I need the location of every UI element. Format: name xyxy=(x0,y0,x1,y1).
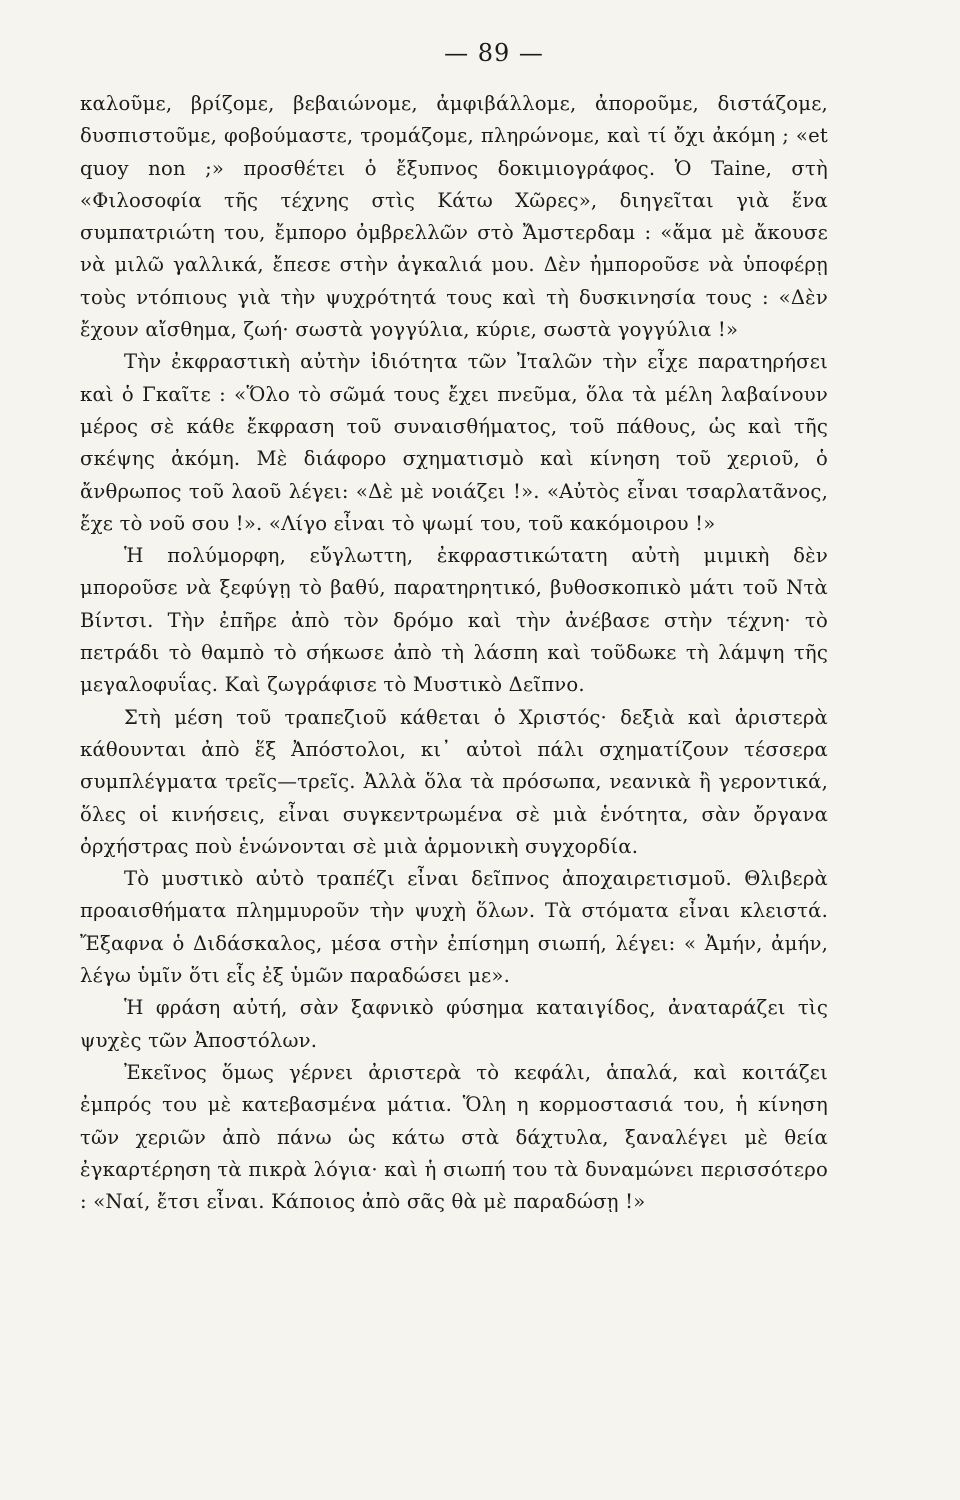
paragraph-5: Τὸ μυστικὸ αὐτὸ τραπέζι εἶναι δεῖπνος ἀποχαιρετισμοῦ. Θλιβερὰ προαισθήματα πλημμυροῦν τὴν ψυχὴ ὅλων. Τὰ στόματα εἶναι κλειστά. Ἔξαφνα ὁ Διδάσκαλος, μέσα στὴν ἐπίσημη σιωπή, λέγει: « Ἀμήν, ἀμήν, λέγω ὑμῖν ὅτι εἷς ἐξ ὑμῶν παραδώσει με». xyxy=(80,867,828,988)
page-number: — 89 — xyxy=(444,39,544,67)
paragraph-2: Τὴν ἐκφραστικὴ αὐτὴν ἰδιότητα τῶν Ἰταλῶν τὴν εἶχε παρατηρήσει καὶ ὁ Γκαῖτε : «Ὅλο τὸ σῶμά τους ἔχει πνεῦμα, ὅλα τὰ μέλη λαβαίνουν μέρος σὲ κάθε ἔκφραση τοῦ συναισθήματος, τοῦ πάθους, ὡς καὶ τῆς σκέψης ἀκόμη. Μὲ διάφορο σχηματισμὸ καὶ κίνηση τοῦ χεριοῦ, ὁ ἄνθρωπος τοῦ λαοῦ λέγει: «Δὲ μὲ νοιάζει !». «Αὐτὸς εἶναι τσαρλατᾶνος, ἔχε τὸ νοῦ σου !». «Λίγο εἶναι τὸ ψωμί του, τοῦ κακόμοιρου !» xyxy=(80,350,828,535)
paragraph-7: Ἐκεῖνος ὅμως γέρνει ἀριστερὰ τὸ κεφάλι, ἁπαλά, καὶ κοιτάζει ἐμπρός του μὲ κατεβασμένα μάτια. Ὅλη η κορμοστασιά του, ἡ κίνηση τῶν χεριῶν ἀπὸ πάνω ὡς κάτω στὰ δάχτυλα, ξαναλέγει μὲ θεία ἐγκαρτέρηση τὰ πικρὰ λόγια· καὶ ἡ σιωπή του τὰ δυναμώνει περισσότερο : «Ναί, ἔτσι εἶναι. Κάποιος ἀπὸ σᾶς θὰ μὲ παραδώσῃ !» xyxy=(80,1060,828,1214)
paragraph-3: Ἡ πολύμορφη, εὔγλωττη, ἐκφραστικώτατη αὐτὴ μιμικὴ δὲν μποροῦσε νὰ ξεφύγῃ τὸ βαθύ, παρατηρητικό, βυθοσκοπικὸ μάτι τοῦ Ντὰ Βίντσι. Τὴν ἐπῆρε ἀπὸ τὸν δρόμο καὶ τὴν ἀνέβασε στὴν τέχνη· τὸ πετράδι τὸ θαμπὸ τὸ σήκωσε ἀπὸ τὴ λάσπη καὶ τοῦδωκε τὴ λάμψη τῆς μεγαλοφυΐας. Καὶ ζωγράφισε τὸ Μυστικὸ Δεῖπνο. xyxy=(80,544,828,697)
paragraph-4: Στὴ μέση τοῦ τραπεζιοῦ κάθεται ὁ Χριστός· δεξιὰ καὶ ἀριστερὰ κάθουνται ἀπὸ ἕξ Ἀπόστολοι, κι᾽ αὐτοὶ πάλι σχηματίζουν τέσσερα συμπλέγματα τρεῖς—τρεῖς. Ἀλλὰ ὅλα τὰ πρόσωπα, νεανικὰ ἢ γεροντικά, ὅλες οἱ κινήσεις, εἶναι συγκεντρωμένα σὲ μιὰ ἑνότητα, σὰν ὄργανα ὀρχήστρας ποὺ ἑνώνονται σὲ μιὰ ἁρμονικὴ συγχορδία. xyxy=(80,705,828,858)
paragraph-6: Ἡ φράση αὐτή, σὰν ξαφνικὸ φύσημα καταιγίδος, ἀναταράζει τὶς ψυχὲς τῶν Ἀποστόλων. xyxy=(80,996,828,1052)
body-text xyxy=(80,88,828,1218)
paragraph-1: καλοῦμε, βρίζομε, βεβαιώνομε, ἀμφιβάλλομε, ἀποροῦμε, διστάζομε, δυσπιστοῦμε, φοβούμαστε, τρομάζομε, πληρώνομε, καὶ τί ὄχι ἀκόμη ; «et quoy non ;» προσθέτει ὁ ἔξυπνος δοκιμιογράφος. Ὁ Taine, στὴ «Φιλοσοφία τῆς τέχνης στὶς Κάτω Χῶρες», διηγεῖται γιὰ ἕνα συμπατριώτη του, ἔμπορο ὀμβρελλῶν στὸ Ἄμστερδαμ : «ἅμα μὲ ἄκουσε νὰ μιλῶ γαλλικά, ἔπεσε στὴν ἀγκαλιά μου. Δὲν ἠμποροῦσε νὰ ὑποφέρῃ τοὺς ντόπιους γιὰ τὴν ψυχρότητά τους καὶ τὴ δυσκινησία τους : «Δὲν ἔχουν αἴσθημα, ζωή· σωστὰ γογγύλια, κύριε, σωστὰ γογγύλια !» xyxy=(80,92,828,342)
